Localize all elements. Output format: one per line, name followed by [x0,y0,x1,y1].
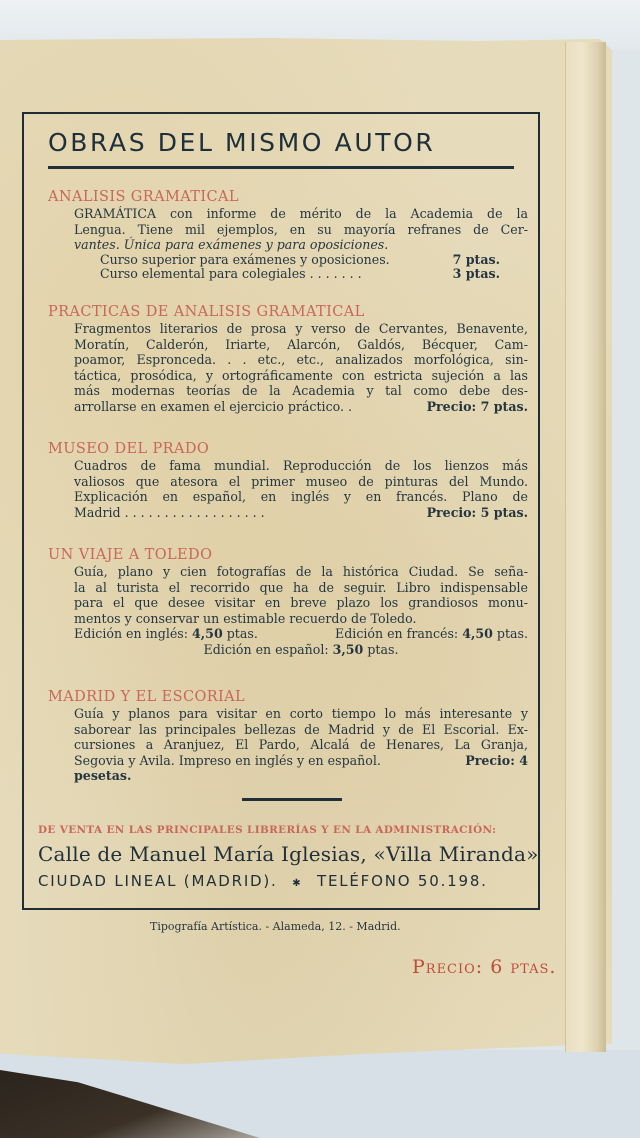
body-line: GRAMÁTICA con informe de mérito de la Academia de la [74,206,528,221]
editions-row [74,626,528,642]
body-line: Explicación en español, en inglés y en francés. Plano de [74,489,528,505]
section-madrid-escorial [48,688,528,784]
body-line: saborear las principales bellezas de Madrid y de El Escorial. Ex- [74,721,528,737]
edition-unit: ptas. [367,641,399,657]
price-cont: pesetas. [74,768,132,784]
body-line: Guía, plano y cien fotografías de la histórica Ciudad. Se seña- [74,564,528,579]
edition-fr [335,626,528,642]
section-title: ANALISIS GRAMATICAL [48,189,239,205]
body-line: Lengua. Tiene mil ejemplos, en su mayoría refranes de Cer- [74,221,528,237]
section-body [74,206,528,253]
body-line: Cuadros de fama mundial. Reproducción de los lienzos más [74,458,528,473]
city: CIUDAD LINEAL (MADRID). [38,872,278,890]
edition-es [74,642,528,658]
body-line: cursiones a Aranjuez, El Pardo, Alcalá de Henares, La Granja, [74,737,528,753]
city-phone-line [38,872,488,890]
edition-en [74,626,258,642]
address: Calle de Manuel María Iglesias, «Villa Miranda» [38,842,539,866]
price-row [74,399,528,415]
body-line: mentos y conservar un estimable recuerdo de Toledo. [74,610,417,626]
section-viaje-a-toledo [48,546,528,658]
edition-label: Edición en francés: [335,626,459,642]
body-line: táctica, prosódica, y ortográficamente con estricta sujeción a las [74,367,528,383]
section-analisis-gramatical [48,188,528,281]
title-rule [48,166,514,169]
section-title: MUSEO DEL PRADO [48,441,210,457]
price-row [74,505,528,521]
book-spine-edge [565,42,606,1052]
course-price: 3 ptas. [452,265,500,281]
price: Precio: 7 ptas. [426,398,528,414]
edition-price: 4,50 [462,626,493,642]
section-title: MADRID Y EL ESCORIAL [48,689,246,705]
price: Precio: 5 ptas. [426,504,528,520]
body-line: Moratín, Calderón, Iriarte, Alarcón, Galdós, Bécquer, Cam- [74,336,528,352]
divider-rule [242,798,342,801]
edition-label: Edición en inglés: [74,626,189,642]
section-title: PRACTICAS DE ANALISIS GRAMATICAL [48,304,365,320]
course-label: Curso elemental para colegiales . . . . . . . [100,265,362,281]
printer-credit: Tipografía Artística. - Alameda, 12. - Madrid. [150,920,401,933]
cover-price: Precio: 6 ptas. [412,956,557,978]
body-line: para el que desee visitar en breve plazo los grandiosos monu- [74,595,528,611]
page-title: OBRAS DEL MISMO AUTOR [48,128,436,157]
star-icon: ✱ [292,878,303,889]
course-row [100,267,500,281]
edition-unit: ptas. [226,626,258,642]
phone: TELÉFONO 50.198. [316,872,488,890]
section-body [74,564,528,658]
edition-price: 4,50 [192,626,223,642]
section-body [74,706,528,784]
course-price: 7 ptas. [452,251,500,267]
edition-unit: ptas. [496,626,528,642]
section-body [74,458,528,520]
course-label: Curso superior para exámenes y oposiciones. [100,251,390,267]
body-line: poamor, Espronceda. . . etc., etc., analizados morfológica, sin- [74,352,528,368]
body-line: más modernas teorías de la Academia y tal como debe des- [74,383,528,399]
edition-price: 3,50 [332,641,364,657]
section-museo-del-prado [48,440,528,520]
body-line: arrollarse en examen el ejercicio práctico. . [74,398,352,414]
section-title: UN VIAJE A TOLEDO [48,547,213,563]
body-line: valiosos que atesora el primer museo de pinturas del Mundo. [74,473,528,489]
sales-notice: DE VENTA EN LAS PRINCIPALES LIBRERÍAS Y EN LA ADMINISTRACIÓN: [38,824,497,836]
price-row [74,753,528,769]
body-line: Madrid . . . . . . . . . . . . . . . . . . [74,504,265,520]
body-line: la al turista el recorrido que ha de seguir. Libro indispensable [74,579,528,595]
section-body [74,321,528,415]
body-line: Segovia y Avila. Impreso en inglés y en español. [74,752,381,768]
body-line: Guía y planos para visitar en corto tiempo lo más interesante y [74,706,528,721]
price: Precio: 4 [465,752,528,768]
body-line: vantes. Única para exámenes y para oposiciones. [74,237,389,253]
section-practicas [48,303,528,415]
course-row [100,253,500,267]
body-line: Fragmentos literarios de prosa y verso de Cervantes, Benavente, [74,321,528,336]
edition-label: Edición en español: [203,641,329,657]
